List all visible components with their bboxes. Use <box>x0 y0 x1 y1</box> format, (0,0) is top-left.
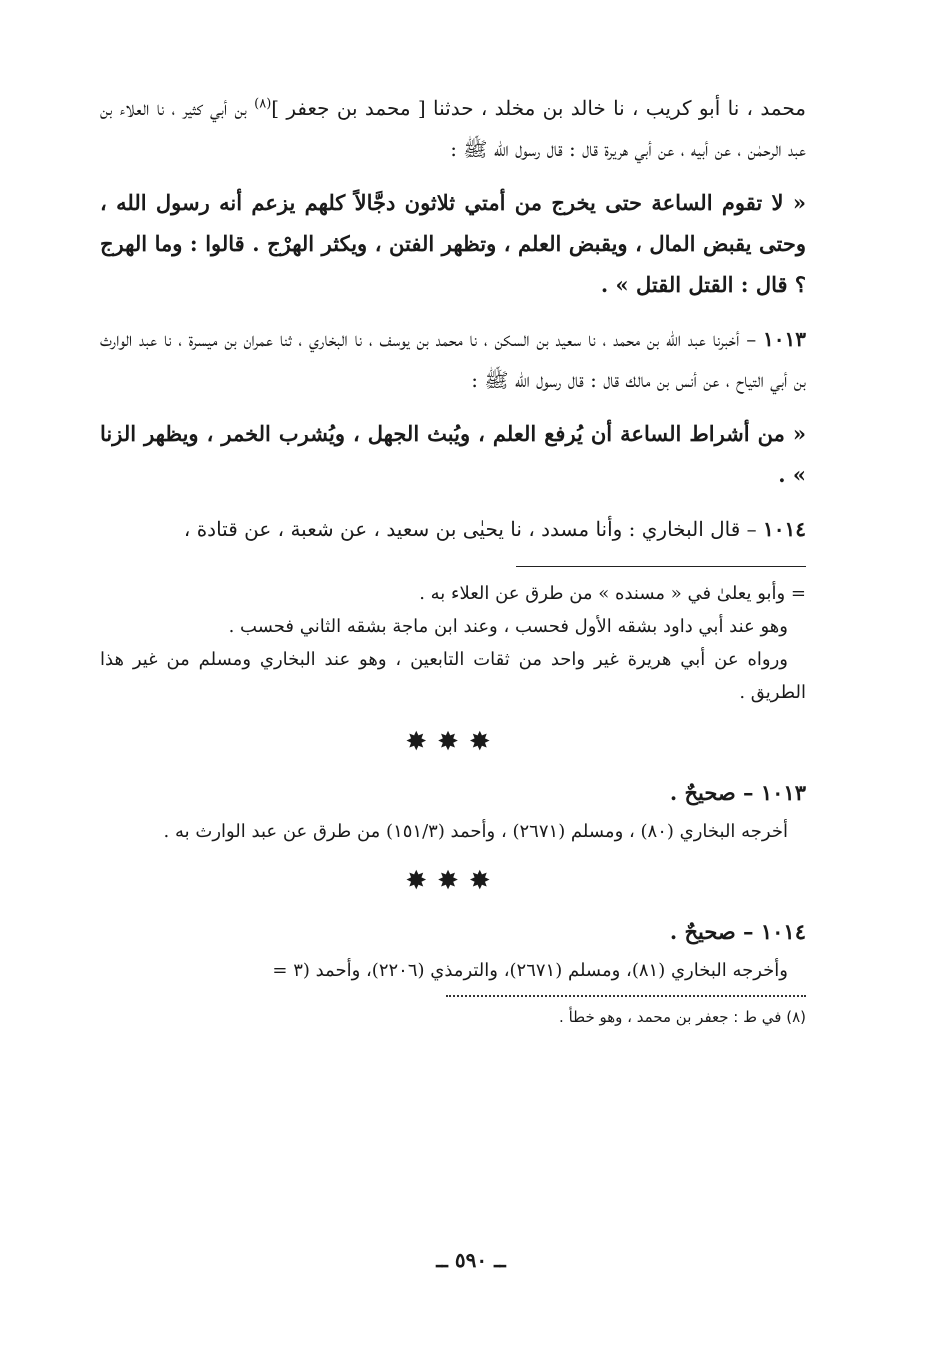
page-number: ــ ٥٩٠ ــ <box>436 1248 506 1272</box>
editor-note: (٨) في ط : جعفر بن محمد ، وهو خطأ . <box>559 1008 806 1026</box>
hadith-number-1013: ١٠١٣ <box>763 327 806 351</box>
hadith-1013-isnad <box>100 319 806 401</box>
footnote-line: = وأبو يعلىٰ في « مسنده » من طرق عن العلاء به . <box>419 583 806 604</box>
hadith-number-1014: ١٠١٤ <box>763 517 806 541</box>
takhrij-text: أخرجه البخاري (٨٠) ، ومسلم (٢٦٧١) ، وأحمد (١٥١/٣) من طرق عن عبد الوارث به . <box>163 821 788 842</box>
takhrij-text-1013 <box>100 815 806 848</box>
hadith-text-2: « من أشراط الساعة أن يُرفع العلم ، ويُبث الجهل ، ويُشرب الخمر ، ويظهر الزنا » . <box>100 421 806 487</box>
footnote-ref: (٨) <box>254 96 272 112</box>
editor-note-divider <box>446 995 806 997</box>
hadith-text-1: « لا تقوم الساعة حتى يخرج من أمتي ثلاثون دجَّالاً كلهم يزعم أنه رسول الله ، وحتى يقبض المال ، ويقبض العلم ، وتظهر الفتن ، ويكثر الهرْج . قالوا : وما الهرج ؟ قال : القتل القتل » . <box>100 190 806 297</box>
section-separator-stars: ✸✸✸ <box>405 866 501 896</box>
isnad-line: محمد ، نا أبو كريب ، نا خالد بن مخلد ، حدثنا [ محمد بن جعفر ] <box>271 96 806 120</box>
footnote-line <box>100 643 806 709</box>
page-body <box>100 88 806 1029</box>
takhrij-text-1014 <box>100 954 806 987</box>
hadith-1014-text: – قال البخاري : وأنا مسدد ، نا يحيٰى بن سعيد ، عن شعبة ، عن قتادة ، <box>183 517 764 541</box>
footnote-line <box>100 610 806 643</box>
takhrij-text: وأخرجه البخاري (٨١)، ومسلم (٢٦٧١)، والترمذي (٢٢٠٦)، وأحمد (٣ = <box>272 960 788 981</box>
isnad-paragraph <box>100 88 806 170</box>
isnad-line-cont: بن أبي كثير ، نا العلاء بن عبد الرحمٰن ، عن أبيه ، عن أبي هريرة قال : قال رسول الله ﷺ : <box>100 96 806 161</box>
hadith-1014-isnad <box>100 509 806 550</box>
takhrij-header-1013: ١٠١٣ – صحيحٌ . <box>669 780 806 805</box>
footnote-divider <box>516 566 806 567</box>
footnote-text: وهو عند أبي داود بشقه الأول فحسب ، وعند ابن ماجة بشقه الثاني فحسب . <box>228 616 788 637</box>
takhrij-header-1014: ١٠١٤ – صحيحٌ . <box>669 919 806 944</box>
footnote-text: ورواه عن أبي هريرة غير واحد من ثقات التابعين ، وهو عند البخاري ومسلم من غير هذا الطريق . <box>100 649 806 703</box>
hadith-1013-text: – أخبرنا عبد الله بن محمد ، نا سعيد بن السكن ، نا محمد بن يوسف ، نا البخاري ، ثنا عمران بن ميسرة ، نا عبد الوارث بن أبي التياح ، عن أنس بن مالك قال : قال رسول الله ﷺ : <box>100 327 806 392</box>
section-separator-stars: ✸✸✸ <box>405 727 501 757</box>
